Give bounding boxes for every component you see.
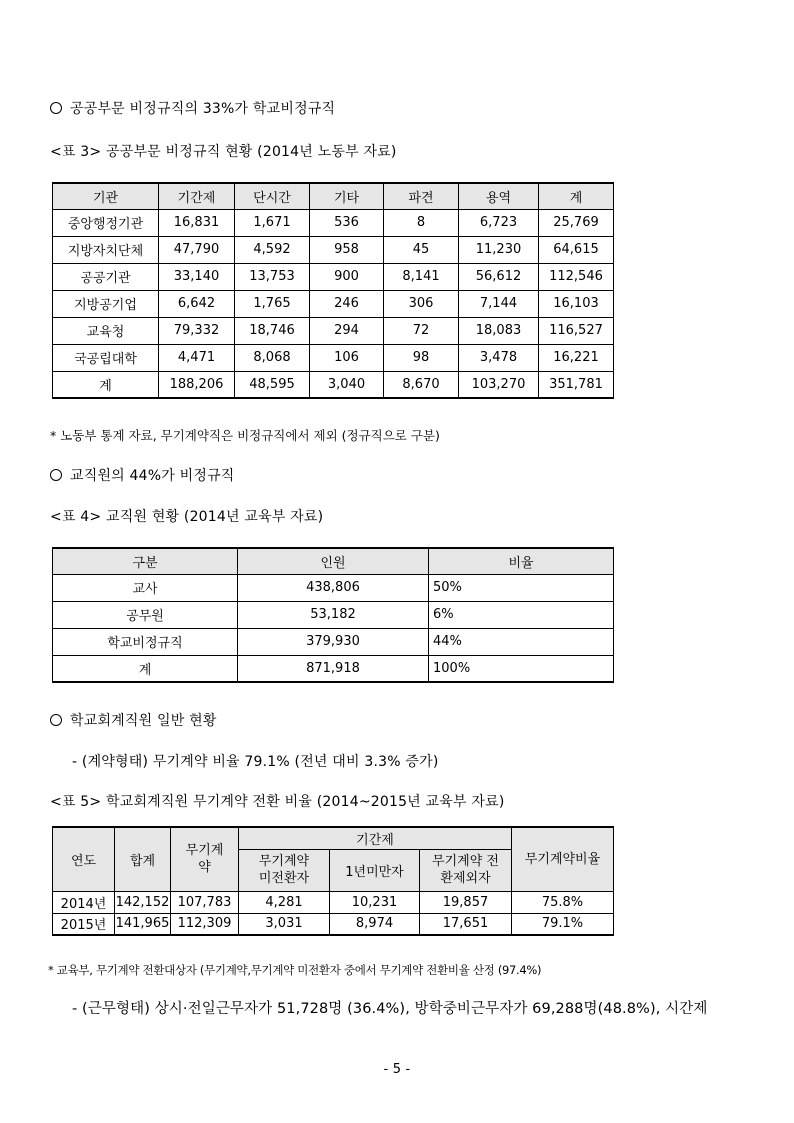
col-header: 무기계약비율 <box>512 827 614 891</box>
table-cell: 53,182 <box>238 601 429 628</box>
table-row <box>53 655 614 682</box>
table-cell: 379,930 <box>238 628 429 655</box>
table-cell: 44% <box>429 628 614 655</box>
table-cell: 900 <box>310 263 384 290</box>
col-header: 단시간 <box>235 183 310 209</box>
table-cell: 지방공기업 <box>53 290 159 317</box>
table-cell: 106 <box>310 344 384 371</box>
table-cell: 2014년 <box>53 891 115 913</box>
table-cell: 8,141 <box>384 263 459 290</box>
table-row <box>53 209 614 236</box>
section-heading-3: 학교회계직원 일반 현황 <box>50 710 217 730</box>
table-cell: 438,806 <box>238 574 429 601</box>
table-cell: 10,231 <box>330 891 420 913</box>
table-cell: 4,592 <box>235 236 310 263</box>
table-4-staff <box>52 547 614 683</box>
table-row <box>53 344 614 371</box>
table-cell: 64,615 <box>539 236 614 263</box>
table-cell: 47,790 <box>159 236 235 263</box>
col-header: 용역 <box>459 183 539 209</box>
table3-note: * 노동부 통계 자료, 무기계약직은 비정규직에서 제외 (정규직으로 구분) <box>50 428 440 443</box>
col-header: 계 <box>539 183 614 209</box>
table-row <box>53 574 614 601</box>
table-cell: 294 <box>310 317 384 344</box>
table-cell: 계 <box>53 655 238 682</box>
table-cell: 3,031 <box>239 913 330 935</box>
table-cell: 100% <box>429 655 614 682</box>
col-header: 비율 <box>429 548 614 574</box>
table-cell: 2015년 <box>53 913 115 935</box>
table-row <box>53 913 614 935</box>
col-header: 합계 <box>115 827 171 891</box>
table-row <box>53 317 614 344</box>
table-cell: 1,671 <box>235 209 310 236</box>
table-cell: 교육청 <box>53 317 159 344</box>
table-cell: 188,206 <box>159 371 235 398</box>
col-subheader: 무기계약 미전환자 <box>239 849 330 891</box>
table-cell: 45 <box>384 236 459 263</box>
table-3-public-sector <box>52 182 614 399</box>
table-cell: 공무원 <box>53 601 238 628</box>
col-subheader: 무기계약 전환제외자 <box>420 849 512 891</box>
circle-bullet-icon <box>50 469 62 481</box>
table-cell: 6,642 <box>159 290 235 317</box>
table-cell: 351,781 <box>539 371 614 398</box>
table-cell: 112,546 <box>539 263 614 290</box>
table-cell: 3,478 <box>459 344 539 371</box>
table-cell: 공공기관 <box>53 263 159 290</box>
table-cell: 107,783 <box>171 891 239 913</box>
table-cell: 8,670 <box>384 371 459 398</box>
table-cell: 학교비정규직 <box>53 628 238 655</box>
table-row <box>53 891 614 913</box>
table-cell: 4,471 <box>159 344 235 371</box>
col-header-group: 기간제 <box>239 827 512 849</box>
table-cell: 7,144 <box>459 290 539 317</box>
table-cell: 48,595 <box>235 371 310 398</box>
col-header: 무기계약 <box>171 827 239 891</box>
table-cell: 지방자치단체 <box>53 236 159 263</box>
page-number: - 5 - <box>383 1062 411 1077</box>
table-cell: 116,527 <box>539 317 614 344</box>
table-cell: 13,753 <box>235 263 310 290</box>
table5-caption: <표 5> 학교회계직원 무기계약 전환 비율 (2014~2015년 교육부 자료) <box>50 794 505 810</box>
table-cell: 16,831 <box>159 209 235 236</box>
table-cell: 16,103 <box>539 290 614 317</box>
table-cell: 103,270 <box>459 371 539 398</box>
table-cell: 18,083 <box>459 317 539 344</box>
table-cell: 141,965 <box>115 913 171 935</box>
table-row <box>53 236 614 263</box>
table-cell: 56,612 <box>459 263 539 290</box>
section-heading-2: 교직원의 44%가 비정규직 <box>50 465 235 485</box>
table-cell: 79,332 <box>159 317 235 344</box>
table-cell: 50% <box>429 574 614 601</box>
table-cell: 계 <box>53 371 159 398</box>
table3-caption: <표 3> 공공부문 비정규직 현황 (2014년 노동부 자료) <box>50 144 397 160</box>
table-cell: 25,769 <box>539 209 614 236</box>
table-cell: 142,152 <box>115 891 171 913</box>
table-cell: 17,651 <box>420 913 512 935</box>
table-cell: 112,309 <box>171 913 239 935</box>
table-cell: 8,068 <box>235 344 310 371</box>
table-cell: 98 <box>384 344 459 371</box>
table-cell: 11,230 <box>459 236 539 263</box>
table-row <box>53 628 614 655</box>
table-cell: 958 <box>310 236 384 263</box>
table-cell: 교사 <box>53 574 238 601</box>
col-header: 파견 <box>384 183 459 209</box>
section-heading-1: 공공부문 비정규직의 33%가 학교비정규직 <box>50 98 335 118</box>
contract-type-line: - (계약형태) 무기계약 비율 79.1% (전년 대비 3.3% 증가) <box>72 754 439 770</box>
table-cell: 33,140 <box>159 263 235 290</box>
table-cell: 536 <box>310 209 384 236</box>
col-header: 기타 <box>310 183 384 209</box>
table-5-conversion <box>52 826 614 936</box>
circle-bullet-icon <box>50 102 62 114</box>
table-cell: 6,723 <box>459 209 539 236</box>
col-header: 기관 <box>53 183 159 209</box>
table-cell: 중앙행정기관 <box>53 209 159 236</box>
table-cell: 8 <box>384 209 459 236</box>
table-cell: 4,281 <box>239 891 330 913</box>
table4-caption: <표 4> 교직원 현황 (2014년 교육부 자료) <box>50 509 324 525</box>
table-row <box>53 263 614 290</box>
table5-note: * 교육부, 무기계약 전환대상자 (무기계약,무기계약 미전환자 중에서 무기계약 전환비율 산정 (97.4%) <box>48 963 542 977</box>
table-cell: 871,918 <box>238 655 429 682</box>
table-cell: 3,040 <box>310 371 384 398</box>
table-cell: 79.1% <box>512 913 614 935</box>
table-cell: 18,746 <box>235 317 310 344</box>
table-cell: 1,765 <box>235 290 310 317</box>
table-row <box>53 371 614 398</box>
col-header: 연도 <box>53 827 115 891</box>
table-cell: 19,857 <box>420 891 512 913</box>
table-cell: 246 <box>310 290 384 317</box>
col-header: 기간제 <box>159 183 235 209</box>
table-cell: 306 <box>384 290 459 317</box>
col-header: 구분 <box>53 548 238 574</box>
table-row <box>53 601 614 628</box>
table-row <box>53 290 614 317</box>
table-cell: 6% <box>429 601 614 628</box>
table-cell: 72 <box>384 317 459 344</box>
col-header: 인원 <box>238 548 429 574</box>
work-type-line: - (근무형태) 상시·전일근무자가 51,728명 (36.4%), 방학중비근무자가 69,288명(48.8%), 시간제 <box>72 1001 708 1017</box>
col-subheader: 1년미만자 <box>330 849 420 891</box>
table-cell: 75.8% <box>512 891 614 913</box>
table-cell: 16,221 <box>539 344 614 371</box>
table-cell: 국공립대학 <box>53 344 159 371</box>
table-cell: 8,974 <box>330 913 420 935</box>
circle-bullet-icon <box>50 714 62 726</box>
